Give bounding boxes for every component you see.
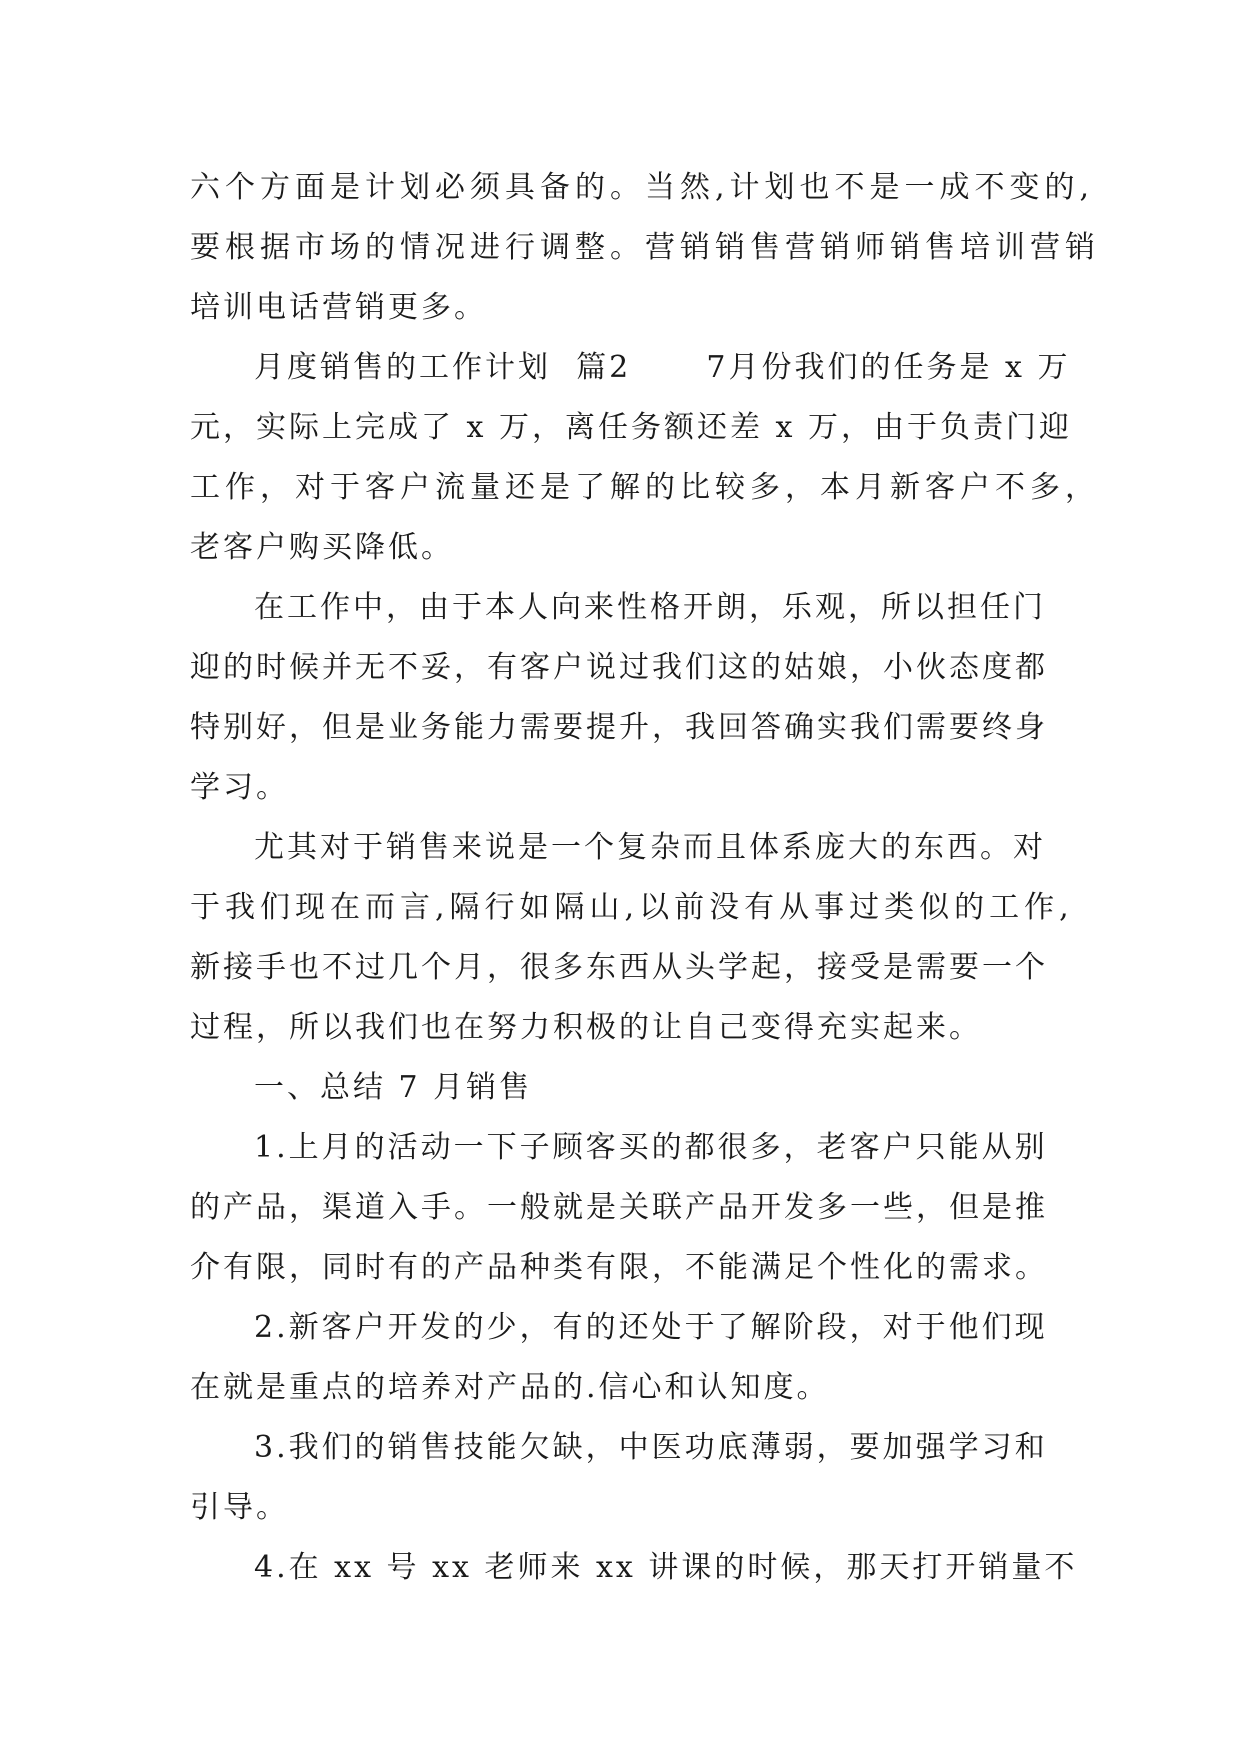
section-heading: 一、总结 7 月销售 <box>254 1070 533 1105</box>
text-line: 4.在 xx 号 xx 老师来 xx 讲课的时候，那天打开销量不 <box>254 1550 1078 1585</box>
text-line: 元，实际上完成了 x 万，离任务额还差 x 万，由于负责门迎 <box>190 410 1072 445</box>
text-line: 特别好，但是业务能力需要提升，我回答确实我们需要终身 <box>190 710 1048 745</box>
text-line: 要根据市场的情况进行调整。营销销售营销师销售培训营销 <box>190 230 1100 265</box>
text-line: 学习。 <box>190 770 289 805</box>
list-item-1 <box>190 1118 1046 1298</box>
text-line: 过程，所以我们也在努力积极的让自己变得充实起来。 <box>190 1010 982 1045</box>
text-line: 老客户购买降低。 <box>190 530 454 565</box>
text-line: 迎的时候并无不妥，有客户说过我们这的姑娘，小伙态度都 <box>190 650 1048 685</box>
text-line: 2.新客户开发的少，有的还处于了解阶段，对于他们现 <box>254 1310 1048 1345</box>
text-line: 培训电话营销更多。 <box>190 290 487 325</box>
text-line: 新接手也不过几个月，很多东西从头学起，接受是需要一个 <box>190 950 1048 985</box>
text-line: 工作，对于客户流量还是了解的比较多，本月新客户不多， <box>190 470 1100 505</box>
text-line: 引导。 <box>190 1490 289 1525</box>
text-line: 在就是重点的培养对产品的.信心和认知度。 <box>190 1370 830 1405</box>
text-line: 于我们现在而言,隔行如隔山,以前没有从事过类似的工作, <box>190 890 1074 925</box>
paragraph-work-attitude <box>190 578 1046 818</box>
text-line: 月度销售的工作计划 篇2 7月份我们的任务是 x 万 <box>254 350 1071 385</box>
list-item-2 <box>190 1298 1046 1418</box>
text-line: 六个方面是计划必须具备的。当然,计划也不是一成不变的, <box>190 170 1095 205</box>
text-line: 介有限，同时有的产品种类有限，不能满足个性化的需求。 <box>190 1250 1048 1285</box>
list-item-3 <box>190 1418 1046 1538</box>
paragraph-plan-aspects <box>190 158 1100 338</box>
paragraph-july-task <box>190 338 1100 578</box>
text-line: 尤其对于销售来说是一个复杂而且体系庞大的东西。对 <box>254 830 1046 865</box>
section-heading-summary <box>190 1058 1046 1118</box>
document-body <box>190 158 1100 1598</box>
text-line: 在工作中，由于本人向来性格开朗，乐观，所以担任门 <box>254 590 1046 625</box>
text-line: 3.我们的销售技能欠缺，中医功底薄弱，要加强学习和 <box>254 1430 1048 1465</box>
list-item-4 <box>190 1538 1078 1598</box>
paragraph-sales-complexity <box>190 818 1074 1058</box>
text-line: 的产品，渠道入手。一般就是关联产品开发多一些，但是推 <box>190 1190 1048 1225</box>
text-line: 1.上月的活动一下子顾客买的都很多，老客户只能从别 <box>254 1130 1048 1165</box>
